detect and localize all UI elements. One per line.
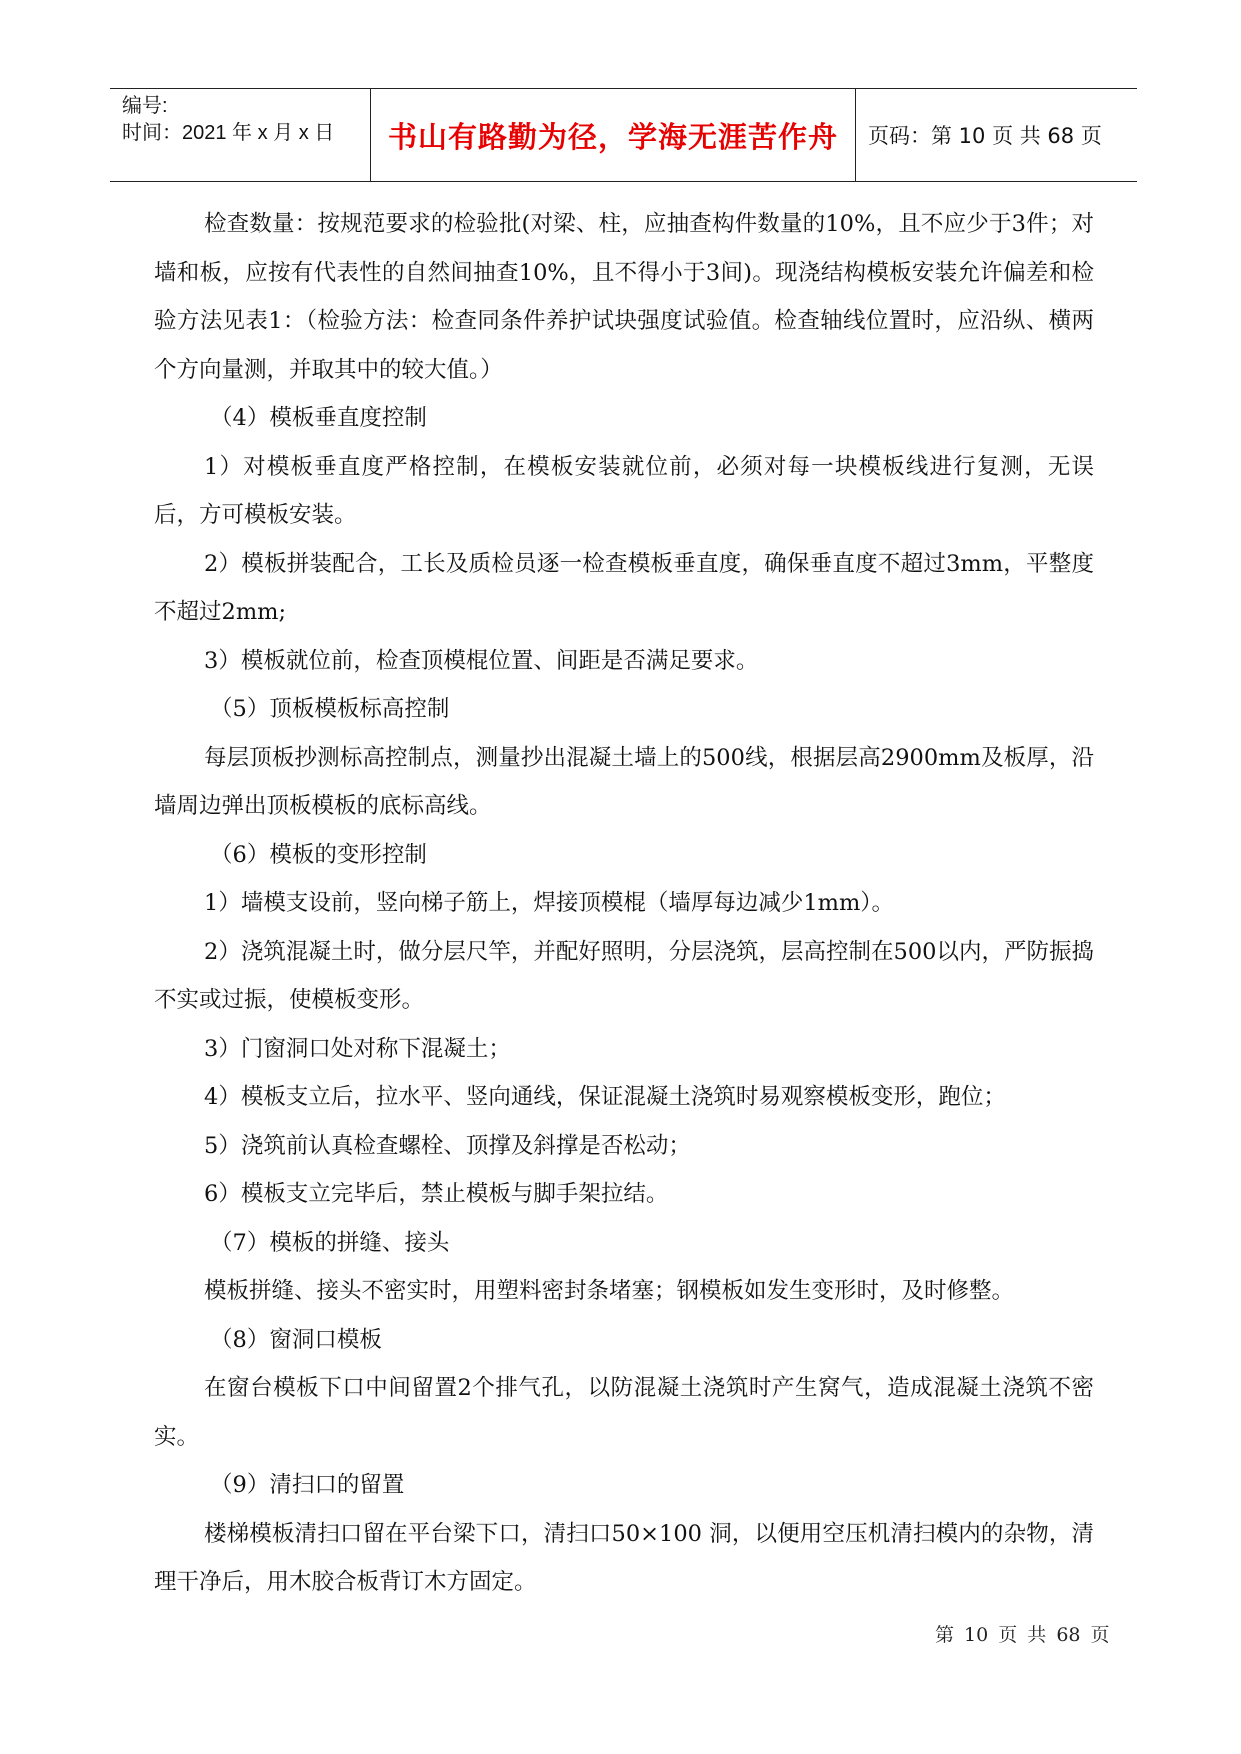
paragraph: 2）模板拼装配合，工长及质检员逐一检查模板垂直度，确保垂直度不超过3mm，平整度不超过2mm; <box>154 550 1094 625</box>
paragraph: 模板拼缝、接头不密实时，用塑料密封条堵塞；钢模板如发生变形时，及时修整。 <box>204 1278 1015 1304</box>
document-body <box>154 200 1094 1607</box>
paragraph: 1）对模板垂直度严格控制，在模板安装就位前，必须对每一块模板线进行复测，无误后，方可模板安装。 <box>154 453 1094 528</box>
time-label: 时间：2021 年 x 月 x 日 <box>122 122 335 144</box>
section-heading: （7）模板的拼缝、接头 <box>210 1229 450 1256</box>
paragraph: 2）浇筑混凝土时，做分层尺竿，并配好照明，分层浇筑，层高控制在500以内，严防振捣不实或过振，使模板变形。 <box>154 938 1094 1013</box>
paragraph: 3）门窗洞口处对称下混凝土； <box>204 1035 511 1062</box>
paragraph: 4）模板支立后，拉水平、竖向通线，保证混凝土浇筑时易观察模板变形，跑位； <box>204 1084 1006 1110</box>
paragraph: 5）浇筑前认真检查螺栓、顶撑及斜撑是否松动； <box>204 1132 691 1159</box>
paragraph: 6）模板支立完毕后，禁止模板与脚手架拉结。 <box>204 1181 669 1207</box>
paragraph: 1）墙模支设前，竖向梯子筋上，焊接顶模棍（墙厚每边减少1mm）。 <box>204 890 895 916</box>
header-page-info: 页码：第 10 页 共 68 页 <box>868 124 1102 148</box>
section-heading: （4）模板垂直度控制 <box>210 405 427 431</box>
header-motto: 书山有路勤为径，学海无涯苦作舟 <box>371 89 856 181</box>
paragraph: 在窗台模板下口中间留置2个排气孔，以防混凝土浇筑时产生窝气，造成混凝土浇筑不密实。 <box>154 1375 1094 1450</box>
page-header <box>110 88 1137 182</box>
paragraph: 检查数量：按规范要求的检验批(对梁、柱，应抽查构件数量的10%，且不应少于3件；对墙和板，应按有代表性的自然间抽查10%，且不得小于3间)。现浇结构模板安装允许偏差和检验方法见表1：（检验方法：检查同条件养护试块强度试验值。检查轴线位置时，应沿纵、横两个方向量测，并取其中的较大值。） <box>154 211 1094 383</box>
paragraph: 3）模板就位前，检查顶模棍位置、间距是否满足要求。 <box>204 647 759 674</box>
section-heading: （6）模板的变形控制 <box>210 841 427 868</box>
header-left-cell <box>110 89 371 181</box>
paragraph: 每层顶板抄测标高控制点，测量抄出混凝土墙上的500线，根据层高2900mm及板厚，沿墙周边弹出顶板模板的底标高线。 <box>154 744 1094 819</box>
section-heading: （9）清扫口的留置 <box>210 1472 405 1498</box>
section-heading: （8）窗洞口模板 <box>210 1326 382 1353</box>
paragraph: 楼梯模板清扫口留在平台梁下口，清扫口50×100 洞，以便用空压机清扫模内的杂物，清理干净后，用木胶合板背订木方固定。 <box>154 1520 1094 1595</box>
section-heading: （5）顶板模板标高控制 <box>210 696 450 722</box>
number-label: 编号: <box>122 95 168 117</box>
page-footer: 第 10 页 共 68 页 <box>935 1624 1110 1646</box>
